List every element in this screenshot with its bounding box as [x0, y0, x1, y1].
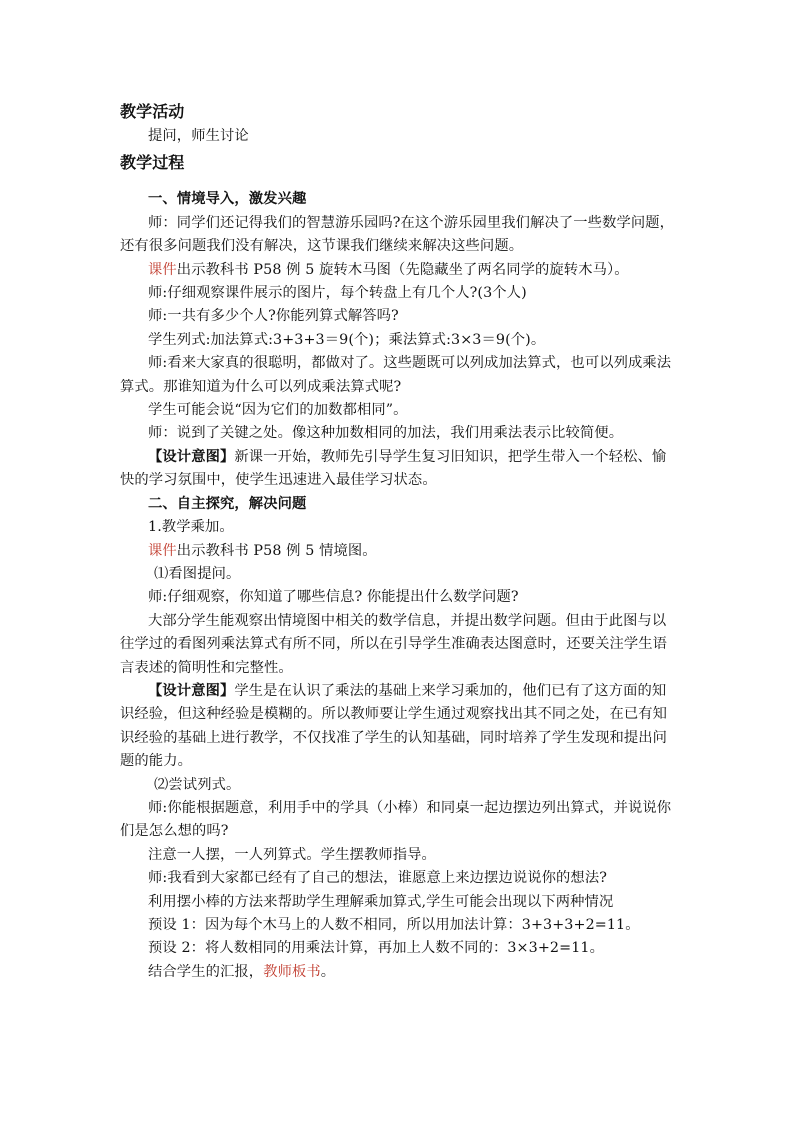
paragraph: 师：说到了关键之处。像这种加数相同的加法，我们用乘法表示比较简便。: [148, 425, 624, 442]
paragraph: 师：同学们还记得我们的智慧游乐园吗?在这个游乐园里我们解决了一些数学问题，还有很多问题我们没有解决，这节课我们继续来解决这些问题。: [120, 214, 675, 255]
paragraph-text: 出示教科书 P58 例 5 旋转木马图（先隐藏坐了两名同学的旋转木马）。: [176, 261, 629, 278]
paragraph: [120, 961, 680, 984]
paragraph: 大部分学生能观察出情境图中相关的数学信息，并提出数学问题。但由于此图与以往学过的看图列乘法算式有所不同，所以在引导学生准确表达图意时，还要关注学生语言表述的简明性和完整性。: [120, 612, 668, 676]
paragraph: 师:一共有多少个人?你能列算式解答吗?: [148, 308, 399, 325]
document-content: [120, 99, 680, 984]
paragraph-text: 学生是在认识了乘法的基础上来学习乘加的，他们已有了这方面的知识经验，但这种经验是模糊的。所以教师要让学生通过观察找出其不同之处，在已有知识经验的基础上进行教学，不仅找准了学生的认知基础，同时培养了学生发现和提出问题的能力。: [120, 682, 668, 770]
courseware-label: 课件: [148, 542, 177, 559]
paragraph-text: 新课一开始，教师先引导学生复习旧知识，把学生带入一个轻松、愉快的学习氛围中，使学生迅速进入最佳学习状态。: [120, 448, 667, 489]
paragraph: 师:看来大家真的很聪明，都做对了。这些题既可以列成加法算式，也可以列成乘法算式。那谁知道为什么可以列成乘法算式呢?: [120, 355, 672, 395]
paragraph-text: 结合学生的汇报，: [148, 963, 264, 980]
paragraph: 师:仔细观察课件展示的图片，每个转盘上有几个人?(3个人): [148, 285, 527, 302]
paragraph: [120, 259, 680, 282]
paragraph: 预设 1：因为每个木马上的人数不相同，所以用加法计算：3+3+3+2=11。: [148, 917, 640, 933]
paragraph: ⑵尝试列式。: [154, 776, 241, 793]
heading-part-1: 一、情境导入，激发兴趣: [148, 191, 307, 208]
paragraph: 预设 2：将人数相同的用乘法计算，再加上人数不同的：3×3+2=11。: [148, 940, 604, 957]
heading-part-2: 二、自主探究，解决问题: [148, 495, 307, 512]
paragraph: [120, 446, 680, 493]
paragraph: 学生可能会说“因为它们的加数都相同”。: [148, 402, 408, 419]
paragraph: 师:仔细观察，你知道了哪些信息? 你能提出什么数学问题?: [148, 589, 519, 606]
paragraph: 注意一人摆，一人列算式。学生摆教师指导。: [148, 846, 436, 863]
paragraph-text: 。: [320, 963, 336, 980]
paragraph: 学生列式:加法算式:3+3+3＝9(个)；乘法算式:3×3＝9(个)。: [148, 331, 546, 348]
design-intent-label: 【设计意图】: [148, 682, 235, 699]
paragraph: 师:你能根据题意，利用手中的学具（小棒）和同桌一起边摆边列出算式，并说说你们是怎么想的吗?: [120, 799, 672, 840]
board-writing-label: 教师板书: [263, 963, 321, 980]
paragraph: 师:我看到大家都已经有了自己的想法，谁愿意上来边摆边说说你的想法?: [148, 870, 607, 887]
heading-teaching-activity: 教学活动: [120, 102, 185, 121]
spacer: [120, 176, 680, 188]
teaching-activity-text: 提问，师生讨论: [148, 128, 249, 144]
paragraph: 利用摆小棒的方法来帮助学生理解乘加算式,学生可能会出现以下两种情况: [148, 893, 614, 910]
design-intent-label: 【设计意图】: [148, 448, 235, 465]
paragraph-text: 出示教科书 P58 例 5 情境图。: [176, 542, 377, 559]
paragraph: [120, 540, 680, 563]
heading-teaching-process: 教学过程: [120, 153, 185, 173]
courseware-label: 课件: [148, 261, 177, 278]
paragraph: ⑴看图提问。: [154, 565, 241, 582]
paragraph: [120, 680, 680, 774]
paragraph: 1.教学乘加。: [148, 519, 234, 536]
